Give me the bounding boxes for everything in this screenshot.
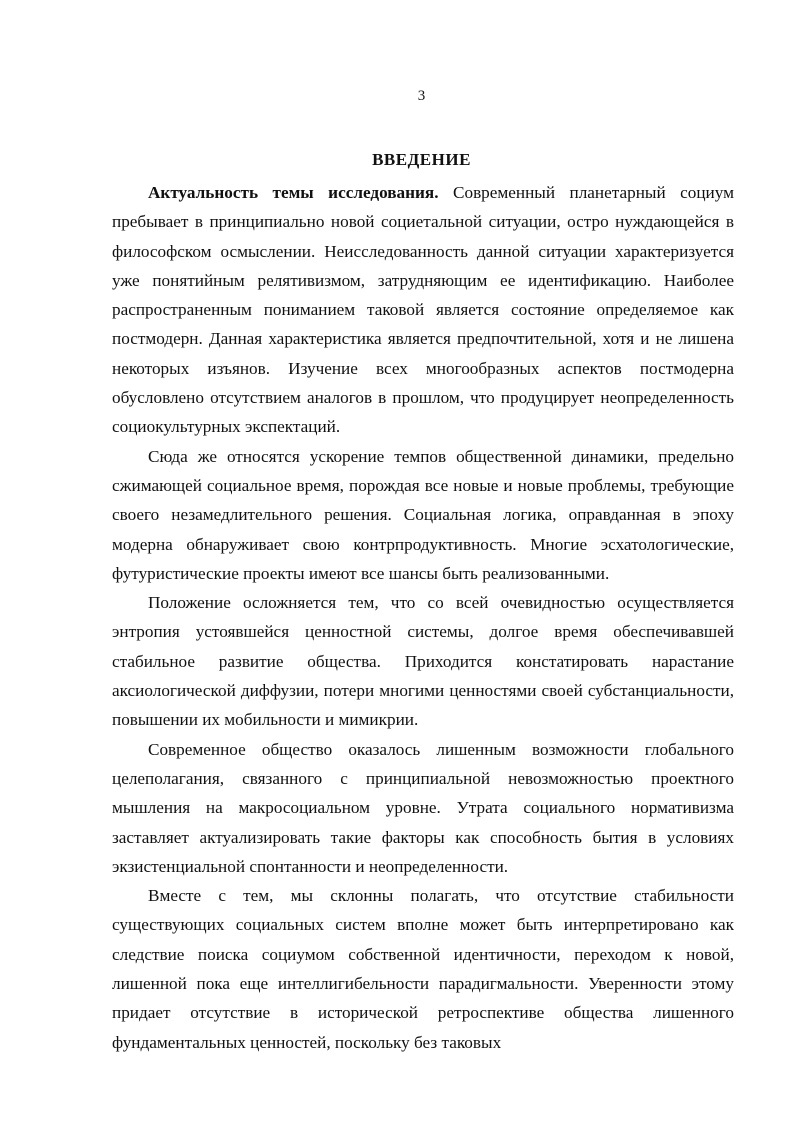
- paragraph-goal-setting: Современное общество оказалось лишенным возможности глобального целеполагания, связанного с принципиальной невозможностью проектного мышления на макросоциальном уровне. Утрата социального нормативизма заставляет актуализировать такие факторы как способность бытия в условиях экзистенциальной спонтанности и неопределенности.: [112, 739, 734, 876]
- page-number: 3: [417, 88, 426, 104]
- paragraph-text: Современный планетарный социум пребывает в принципиально новой социетальной ситуации, остро нуждающейся в философском осмыслении. Неисследованность данной ситуации характеризуется уже понятийным релятивизмом, затрудняющим ее идентификацию. Наиболее распространенным пониманием таковой является состояние определяемое как постмодерн. Данная характеристика является предпочтительной, хотя и не лишена некоторых изъянов. Изучение всех многообразных аспектов постмодерна обусловлено отсутствием аналогов в прошлом, что продуцирует неопределенность социокультурных экспектаций.: [112, 183, 734, 437]
- page-title: ВВЕДЕНИЕ: [372, 150, 471, 169]
- body-text: [112, 178, 734, 1057]
- paragraph-values: Положение осложняется тем, что со всей очевидностью осуществляется энтропия устоявшейся ценностной системы, долгое время обеспечивавшей стабильное развитие общества. Приходится констатировать нарастание аксиологической диффузии, потери многими ценностями своей субстанциальности, повышении их мобильности и мимикрии.: [112, 593, 734, 730]
- paragraph-identity: Вместе с тем, мы склонны полагать, что отсутствие стабильности существующих социальных систем вполне может быть интерпретировано как следствие поиска социумом собственной идентичности, переходом к новой, лишенной пока еще интеллигибельности парадигмальности. Уверенности этому придает отсутствие в исторической ретроспективе общества лишенного фундаментальных ценностей, поскольку без таковых: [112, 886, 734, 1052]
- paragraph-dynamics: Сюда же относятся ускорение темпов общественной динамики, предельно сжимающей социальное время, порождая все новые и новые проблемы, требующие своего незамедлительного решения. Социальная логика, оправданная в эпоху модерна обнаруживает свою контрпродуктивность. Многие эсхатологические, футуристические проекты имеют все шансы быть реализованными.: [112, 446, 734, 583]
- paragraph-lead: Актуальность темы исследования.: [148, 183, 439, 202]
- paragraph-relevance: [112, 178, 734, 442]
